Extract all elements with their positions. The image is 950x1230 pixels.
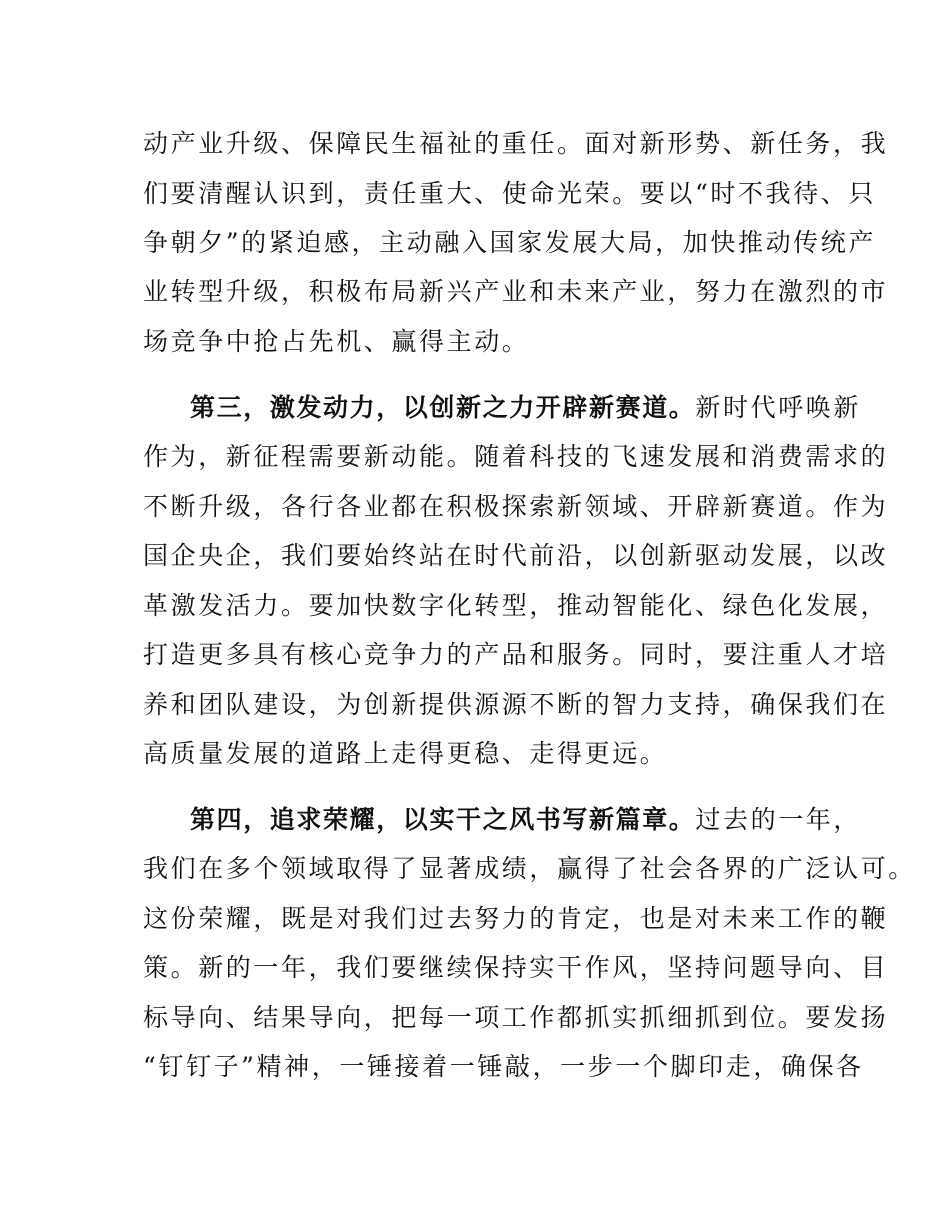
paragraph-heading: 第四，追求荣耀，以实干之风书写新篇章。 <box>190 805 696 834</box>
text-line: 打造更多具有核心竞争力的产品和服务。同时，要注重人才培 <box>143 640 889 669</box>
paragraph-heading: 第三，激发动力，以创新之力开辟新赛道。 <box>190 393 696 422</box>
text-line: 策。新的一年，我们要继续保持实干作风，坚持问题导向、目 <box>143 953 889 982</box>
text-line: “钉钉子”精神，一锤接着一锤敲，一步一个脚印走，确保各 <box>143 1052 864 1081</box>
text-line: 国企央企，我们要始终站在时代前沿，以创新驱动发展，以改 <box>143 541 889 570</box>
paragraph-first-line <box>190 388 870 428</box>
text-line: 们要清醒认识到，责任重大、使命光荣。要以“时不我待、只 <box>143 179 876 208</box>
text-line: 场竞争中抢占先机、赢得主动。 <box>143 327 530 356</box>
text-line: 作为，新征程需要新动能。随着科技的飞速发展和消费需求的 <box>143 442 889 471</box>
text-line: 我们在多个领域取得了显著成绩，赢得了社会各界的广泛认可。 <box>143 854 916 883</box>
text-line: 争朝夕”的紧迫感，主动融入国家发展大局，加快推动传统产 <box>143 228 876 257</box>
text-line: 高质量发展的道路上走得更稳、走得更远。 <box>143 739 668 768</box>
text-line: 标导向、结果导向，把每一项工作都抓实抓细抓到位。要发扬 <box>143 1003 889 1032</box>
text-line: 业转型升级，积极布局新兴产业和未来产业，努力在激烈的市 <box>143 277 889 306</box>
text-line: 不断升级，各行各业都在积极探索新领域、开辟新赛道。作为 <box>143 492 889 521</box>
text-line: 养和团队建设，为创新提供源源不断的智力支持，确保我们在 <box>143 690 889 719</box>
text-line: 革激发活力。要加快数字化转型，推动智能化、绿色化发展， <box>143 591 889 620</box>
text-line: 动产业升级、保障民生福祉的重任。面对新形势、新任务，我 <box>143 129 889 158</box>
text-line: 这份荣耀，既是对我们过去努力的肯定，也是对未来工作的鞭 <box>143 904 889 933</box>
text-span: 新时代呼唤新 <box>695 393 862 422</box>
paragraph-first-line <box>190 800 870 840</box>
text-span: 过去的一年， <box>695 805 862 834</box>
